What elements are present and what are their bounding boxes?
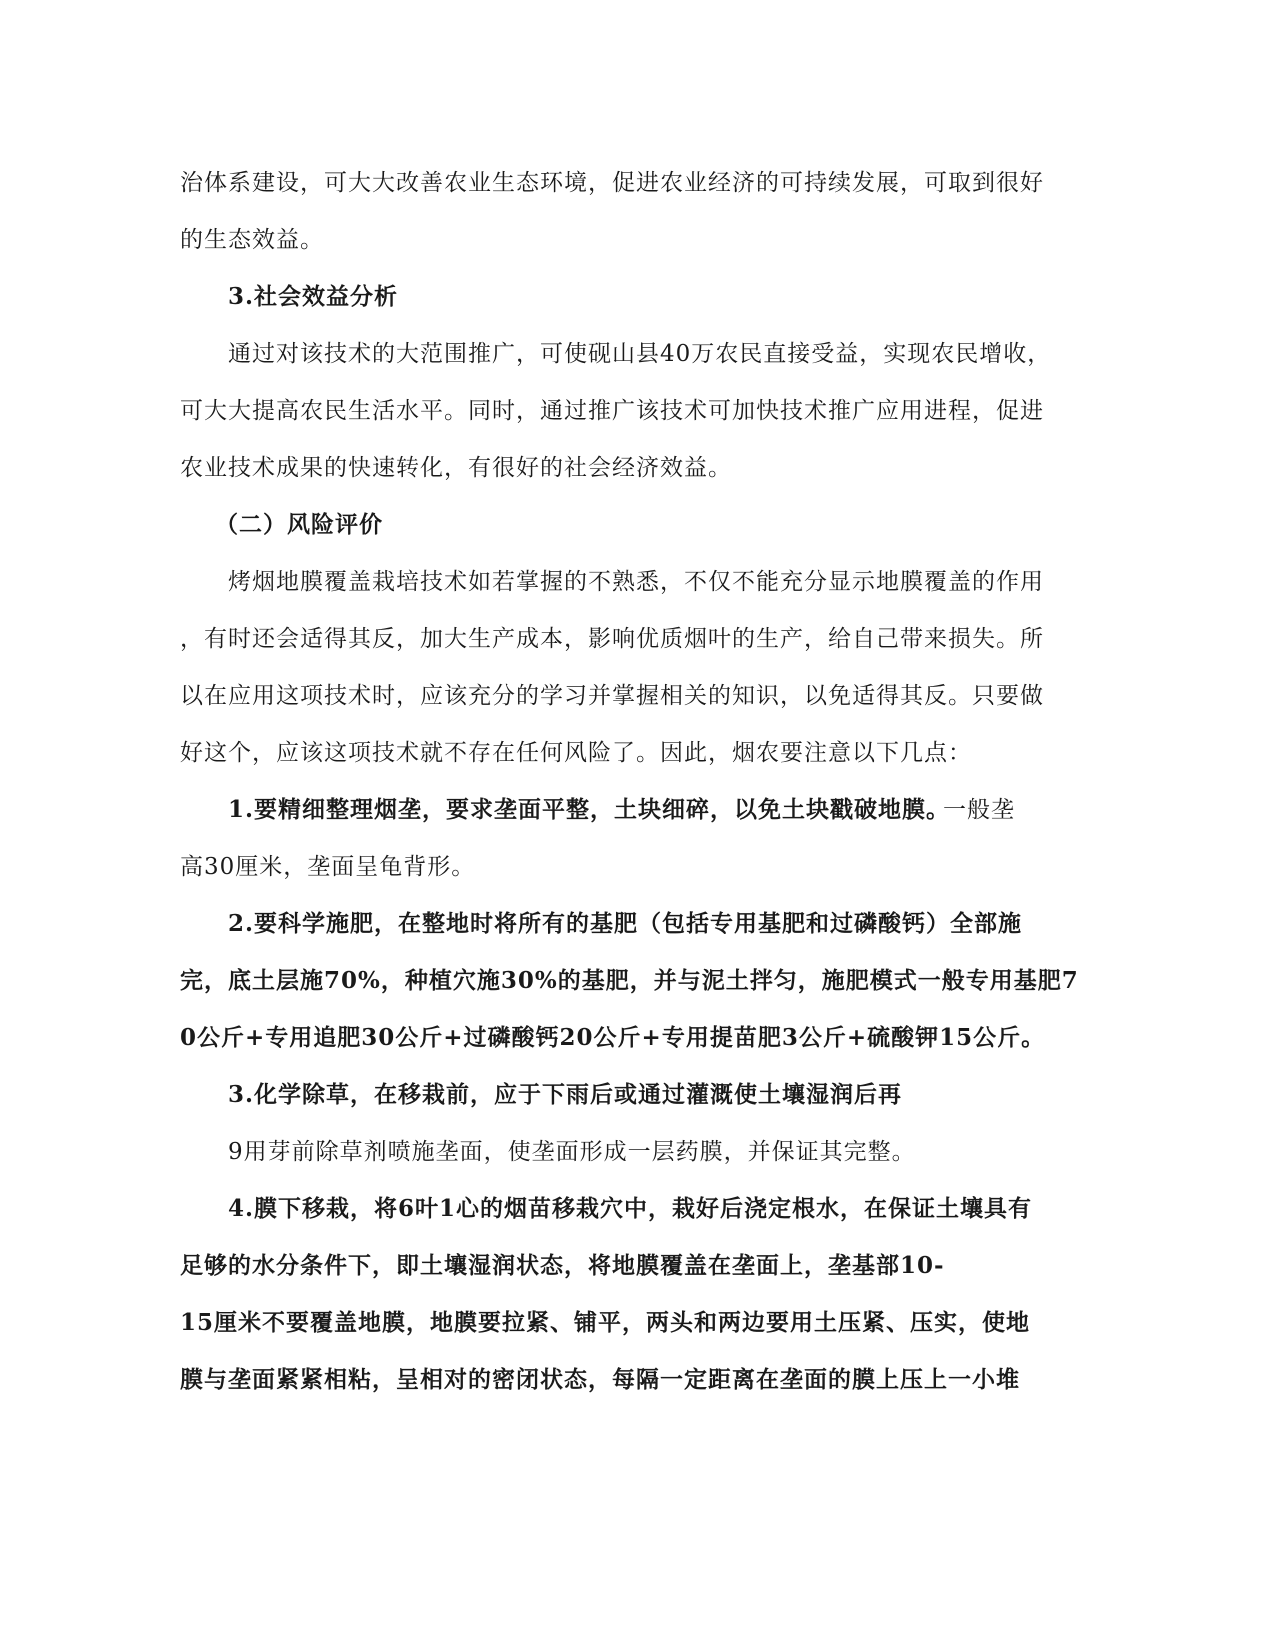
line-11: 好这个，应该这项技术就不存在任何风险了。因此，烟农要注意以下几点： [180,740,972,766]
line-10: 以在应用这项技术时，应该充分的学习并掌握相关的知识，以免适得其反。只要做 [180,683,1044,709]
section-heading-social-benefit: 3.社会效益分析 [228,283,399,310]
line-21: 15厘米不要覆盖地膜，地膜要拉紧、铺平，两头和两边要用土压紧、压实，使地 [180,1309,1031,1336]
line-15: 完，底土层施70%，种植穴施30%的基肥，并与泥土拌匀，施肥模式一般专用基肥7 [180,967,1079,994]
line-17: 3.化学除草，在移栽前，应于下雨后或通过灌溉使土壤湿润后再 [228,1081,903,1108]
line-20: 足够的水分条件下，即土壤湿润状态，将地膜覆盖在垄面上，垄基部10- [180,1252,945,1279]
line-2: 的生态效益。 [180,227,324,253]
line-5: 可大大提高农民生活水平。同时，通过推广该技术可加快技术推广应用进程，促进 [180,398,1044,424]
line-14: 2.要科学施肥，在整地时将所有的基肥（包括专用基肥和过磷酸钙）全部施 [228,910,1023,937]
line-18: 9用芽前除草剂喷施垄面，使垄面形成一层药膜，并保证其完整。 [228,1139,916,1165]
line-8: 烤烟地膜覆盖栽培技术如若掌握的不熟悉，不仅不能充分显示地膜覆盖的作用 [228,569,1044,595]
line-9: ，有时还会适得其反，加大生产成本，影响优质烟叶的生产，给自己带来损失。所 [180,626,1044,652]
section-heading-risk: （二）风险评价 [215,511,383,538]
line-16: 0公斤+专用追肥30公斤+过磷酸钙20公斤+专用提苗肥3公斤+硫酸钾15公斤。 [180,1024,1046,1051]
line-1: 治体系建设，可大大改善农业生态环境，促进农业经济的可持续发展，可取到很好 [180,170,1044,196]
line-6: 农业技术成果的快速转化，有很好的社会经济效益。 [180,455,732,481]
line-19: 4.膜下移栽，将6叶1心的烟苗移栽穴中，栽好后浇定根水，在保证土壤具有 [228,1195,1033,1222]
line-4: 通过对该技术的大范围推广，可使砚山县40万农民直接受益，实现农民增收， [228,341,1052,367]
line-13: 高30厘米，垄面呈龟背形。 [180,854,476,880]
line-22: 膜与垄面紧紧相粘，呈相对的密闭状态，每隔一定距离在垄面的膜上压上一小堆 [180,1366,1020,1393]
line-12-bold: 1.要精细整理烟垄，要求垄面平整，土块细碎，以免土块戳破地膜。 [228,796,951,823]
line-12-tail: 一般垄 [943,797,1015,823]
